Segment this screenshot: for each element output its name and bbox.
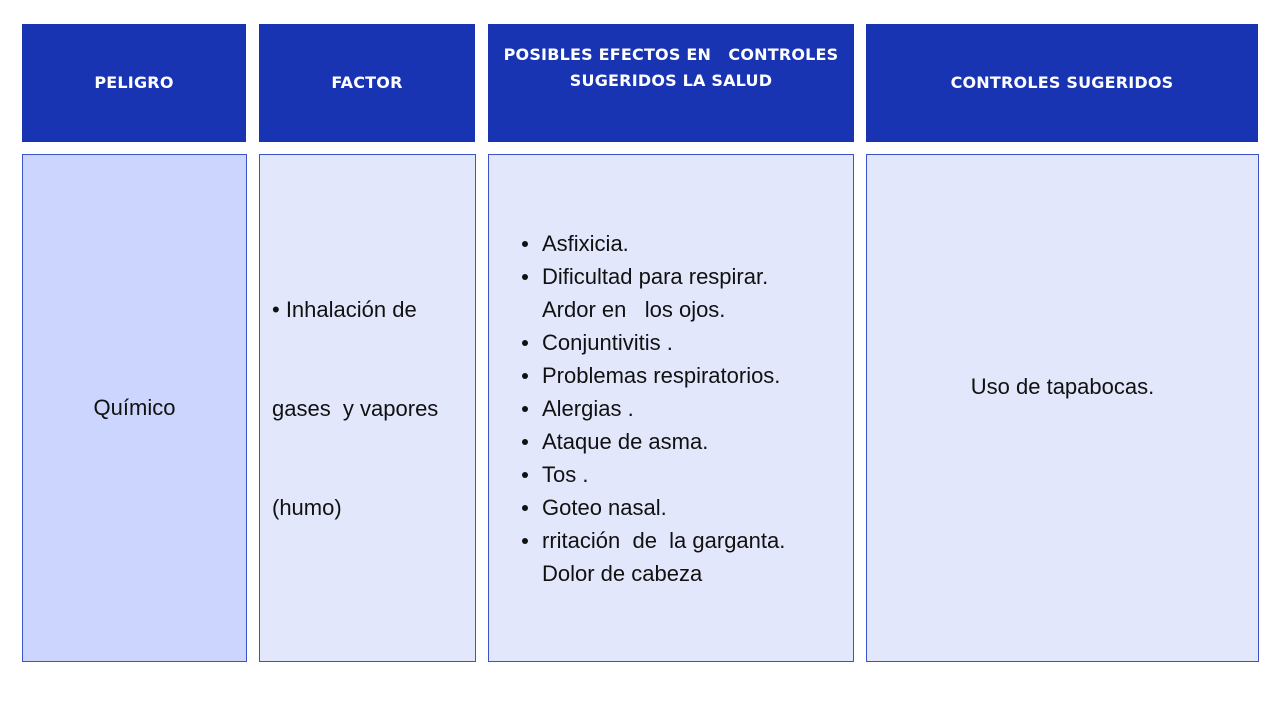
factor-line: gases y vapores — [272, 395, 439, 421]
efecto-list-item: Ataque de asma. — [542, 425, 785, 458]
header-controles-sugeridos — [866, 24, 1258, 142]
efecto-list-item: Conjuntivitis . — [542, 326, 785, 359]
peligro-value: Químico — [93, 395, 176, 420]
efecto-list-item: Dificultad para respirar. — [542, 260, 785, 293]
efecto-list-item: Dolor de cabeza — [542, 560, 703, 586]
header-factor-label: FACTOR — [331, 73, 403, 92]
header-peligro — [22, 24, 246, 142]
efecto-list-item: Problemas respiratorios. — [542, 359, 785, 392]
header-factor — [259, 24, 475, 142]
header-efectos-line-1: POSIBLES EFECTOS EN CONTROLES — [503, 45, 839, 64]
factor-line: • Inhalación de — [272, 296, 417, 322]
header-efectos-line-2: SUGERIDOS LA SALUD — [569, 71, 773, 90]
header-controles-label: CONTROLES SUGERIDOS — [950, 73, 1174, 92]
factor-text — [272, 227, 438, 590]
efecto-list-item: Asfixicia. — [542, 227, 785, 260]
efecto-list-item: Goteo nasal. — [542, 491, 785, 524]
efecto-list-item: Ardor en los ojos. — [542, 296, 726, 322]
efectos-list — [489, 227, 785, 590]
cell-controles-sugeridos — [866, 154, 1259, 662]
cell-peligro — [22, 154, 247, 662]
efecto-list-item: Alergias . — [542, 392, 785, 425]
cell-factor — [259, 154, 476, 662]
controles-value: Uso de tapabocas. — [970, 374, 1155, 399]
factor-line: (humo) — [272, 494, 342, 520]
efecto-list-item: Tos . — [542, 458, 785, 491]
header-posibles-efectos — [488, 24, 854, 142]
cell-posibles-efectos — [488, 154, 854, 662]
efecto-list-item: rritación de la garganta. — [542, 524, 785, 557]
header-peligro-label: PELIGRO — [94, 73, 174, 92]
